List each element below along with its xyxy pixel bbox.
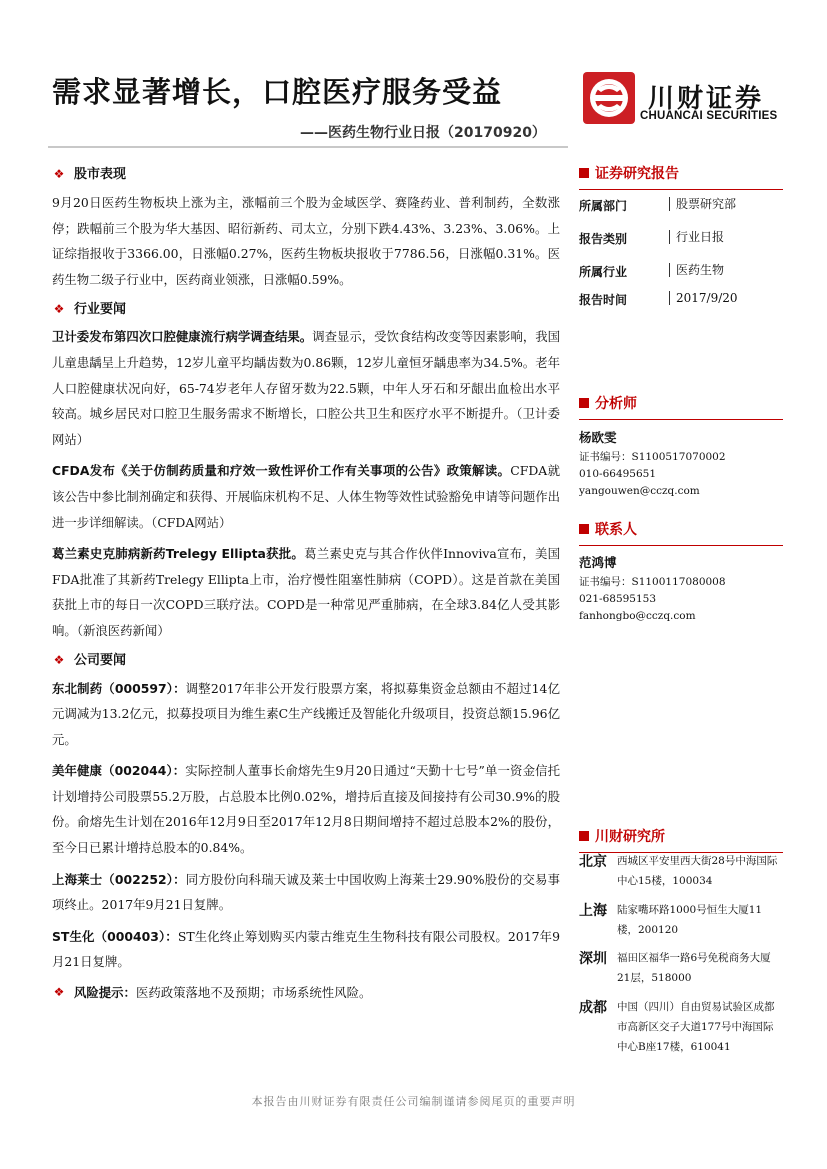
news-text: 调整2017年非公开发行股票方案，将拟募集资金总额由不超过14亿元调减为13.2亿元，拟募投项目为维生素C生产线搬迁及智能化升级项目，投资总额15.96亿元。 [52,680,560,747]
news-lead: 美年健康（002044）： [52,763,186,779]
sidebar-heading-text: 证券研究报告 [595,166,679,182]
office-address: 陆家嘴环路1000号恒生大厦11楼，200120 [617,904,763,936]
diamond-bullet-icon: ❖ [53,985,65,1000]
news-text: ST生化终止筹划购买内蒙古维克生生物科技有限公司股权。2017年9月21日复牌。 [52,928,561,970]
section-heading-text: 股市表现 [74,167,127,183]
contact-name: 范鸿博 [579,555,617,570]
red-square-icon [579,168,589,178]
diamond-bullet-icon: ❖ [53,301,65,316]
diamond-bullet-icon: ❖ [53,167,65,182]
office-address: 西城区平安里西大街28号中海国际中心15楼，100034 [617,855,778,887]
news-text: 实际控制人董事长俞熔先生9月20日通过“天勤十七号”单一资金信托计划增持公司股票55.2万股，占总股本比例0.02%，增持后直接及间接持有公司30.9%的股份。俞熔先生计划在2016年12月9日至2017年12月8日期间增持不超过总股本2%的股份，至今日已累计增持总股本的0.84%。 [52,763,560,856]
risk-label: 风险提示： [74,985,136,1001]
sidebar-heading-analyst [579,393,783,420]
red-square-icon [579,831,589,841]
office-shenzhen [579,948,789,988]
logo-chinese-name: 川财证券 [648,84,765,114]
analyst-cert: 证书编号：S1100517070002 [579,451,726,463]
info-label: 报告时间 [579,293,628,307]
news-lead: 卫计委发布第四次口腔健康流行病学调查结果。 [52,329,313,345]
info-value: 2017/9/20 [669,291,738,305]
sidebar-heading-report [579,163,783,190]
contact-card [579,552,789,625]
sidebar-heading-text: 川财研究所 [595,829,665,845]
section-heading-text: 公司要闻 [74,652,127,668]
sidebar-heading-text: 分析师 [595,396,637,412]
office-city: 深圳 [579,951,607,967]
info-value: 股票研究部 [669,197,736,211]
news-text: 同方股份向科瑞天诚及莱士中国收购上海莱士29.90%股份的交易事项终止。2017年9月21日复牌。 [52,871,561,913]
footer-disclaimer: 本报告由川财证券有限责任公司编制谨请参阅尾页的重要声明 [251,1095,576,1108]
analyst-phone: 010-66495651 [579,468,657,480]
contact-cert: 证书编号：S1100117080008 [579,576,726,588]
info-label: 所属行业 [579,265,628,279]
section-heading-company [52,650,560,672]
company-logo-icon [583,72,635,124]
office-city: 北京 [579,854,607,870]
main-column [52,160,560,1005]
info-label: 报告类别 [579,232,628,246]
news-lead: ST生化（000403）： [52,928,178,944]
market-paragraph: 9月20日医药生物板块上涨为主，涨幅前三个股为金域医学、赛隆药业、普利制药，全数涨停；跌幅前三个股为华大基因、昭衍新药、司太立，分别下跌4.43%、3.23%、3.06%。上证综指报收于3366.00，日涨幅0.27%，医药生物板块报收于7786.56，日涨幅0.31%。医药生物二级子行业中，医药商业领涨，日涨幅0.59%。 [52,195,560,287]
sidebar-heading-contact [579,519,783,546]
info-row-category [579,230,789,247]
industry-news-item [52,458,560,535]
office-shanghai [579,900,789,940]
risk-text: 医药政策落地不及预期；市场系统性风险。 [135,985,372,1001]
office-address: 中国（四川）自由贸易试验区成都市高新区交子大道177号中海国际中心B座17楼，610041 [617,1001,775,1053]
news-text: CFDA就该公告中参比制剂确定和获得、开展临床机构不足、人体生物等效性试验豁免申请等问题作出进一步详细解读。（CFDA网站） [52,463,561,530]
office-address: 福田区福华一路6号免税商务大厦21层，518000 [617,952,771,984]
news-text: 葛兰素史克与其合作伙伴Innoviva宣布，美国FDA批准了其新药Trelegy Ellipta上市，治疗慢性阻塞性肺病（COPD）。这是首款在美国获批上市的每日一次COPD三联疗法。COPD是一种常见严重肺病，在全球3.84亿人受其影响。（新浪医药新闻） [52,546,561,638]
info-row-industry [579,263,789,280]
company-news-item [52,758,560,860]
red-square-icon [579,398,589,408]
info-value: 行业日报 [669,230,724,244]
company-news-item [52,867,560,918]
logo-english-name: CHUANCAI SECURITIES [640,110,778,122]
news-lead: 东北制药（000597）： [52,680,186,696]
company-news-item [52,676,560,753]
page-subtitle: ——医药生物行业日报（20170920） [300,125,546,141]
sidebar-heading-institute [579,826,783,853]
industry-news-item [52,324,560,452]
industry-news-item [52,541,560,643]
news-lead: 上海莱士（002252）： [52,871,186,887]
contact-email[interactable]: fanhongbo@cczq.com [579,610,696,622]
red-square-icon [579,524,589,534]
office-city: 成都 [579,1000,607,1016]
diamond-bullet-icon: ❖ [53,652,65,667]
section-heading-text: 行业要闻 [74,301,127,317]
office-chengdu [579,997,789,1057]
analyst-email[interactable]: yangouwen@cczq.com [579,485,700,497]
info-label: 所属部门 [579,199,628,213]
info-row-date [579,291,789,308]
company-news-item [52,924,560,975]
office-city: 上海 [579,903,607,919]
info-row-department [579,197,789,214]
section-heading-industry [52,298,560,320]
office-beijing [579,851,789,891]
analyst-card [579,427,789,500]
sidebar-heading-text: 联系人 [595,522,637,538]
news-text: 调查显示，受饮食结构改变等因素影响，我国儿童患龋呈上升趋势，12岁儿童平均龋齿数为0.86颗，12岁儿童恒牙龋患率为34.5%。老年人口腔健康状况向好，65-74岁老年人存留牙数为22.5颗，中年人牙石和牙龈出血检出水平较高。城乡居民对口腔卫生服务需求不断增长，口腔公共卫生和医疗水平不断提升。（卫计委网站） [52,329,561,447]
news-lead: 葛兰素史克肺病新药Trelegy Ellipta获批。 [52,546,305,562]
analyst-name: 杨欧雯 [579,430,617,445]
news-lead: CFDA发布《关于仿制药质量和疗效一致性评价工作有关事项的公告》政策解读。 [52,463,511,479]
risk-warning [52,981,560,1005]
contact-phone: 021-68595153 [579,593,657,605]
page-title: 需求显著增长，口腔医疗服务受益 [52,75,503,109]
info-value: 医药生物 [669,263,724,277]
title-divider [48,146,568,148]
section-heading-market [52,164,560,186]
